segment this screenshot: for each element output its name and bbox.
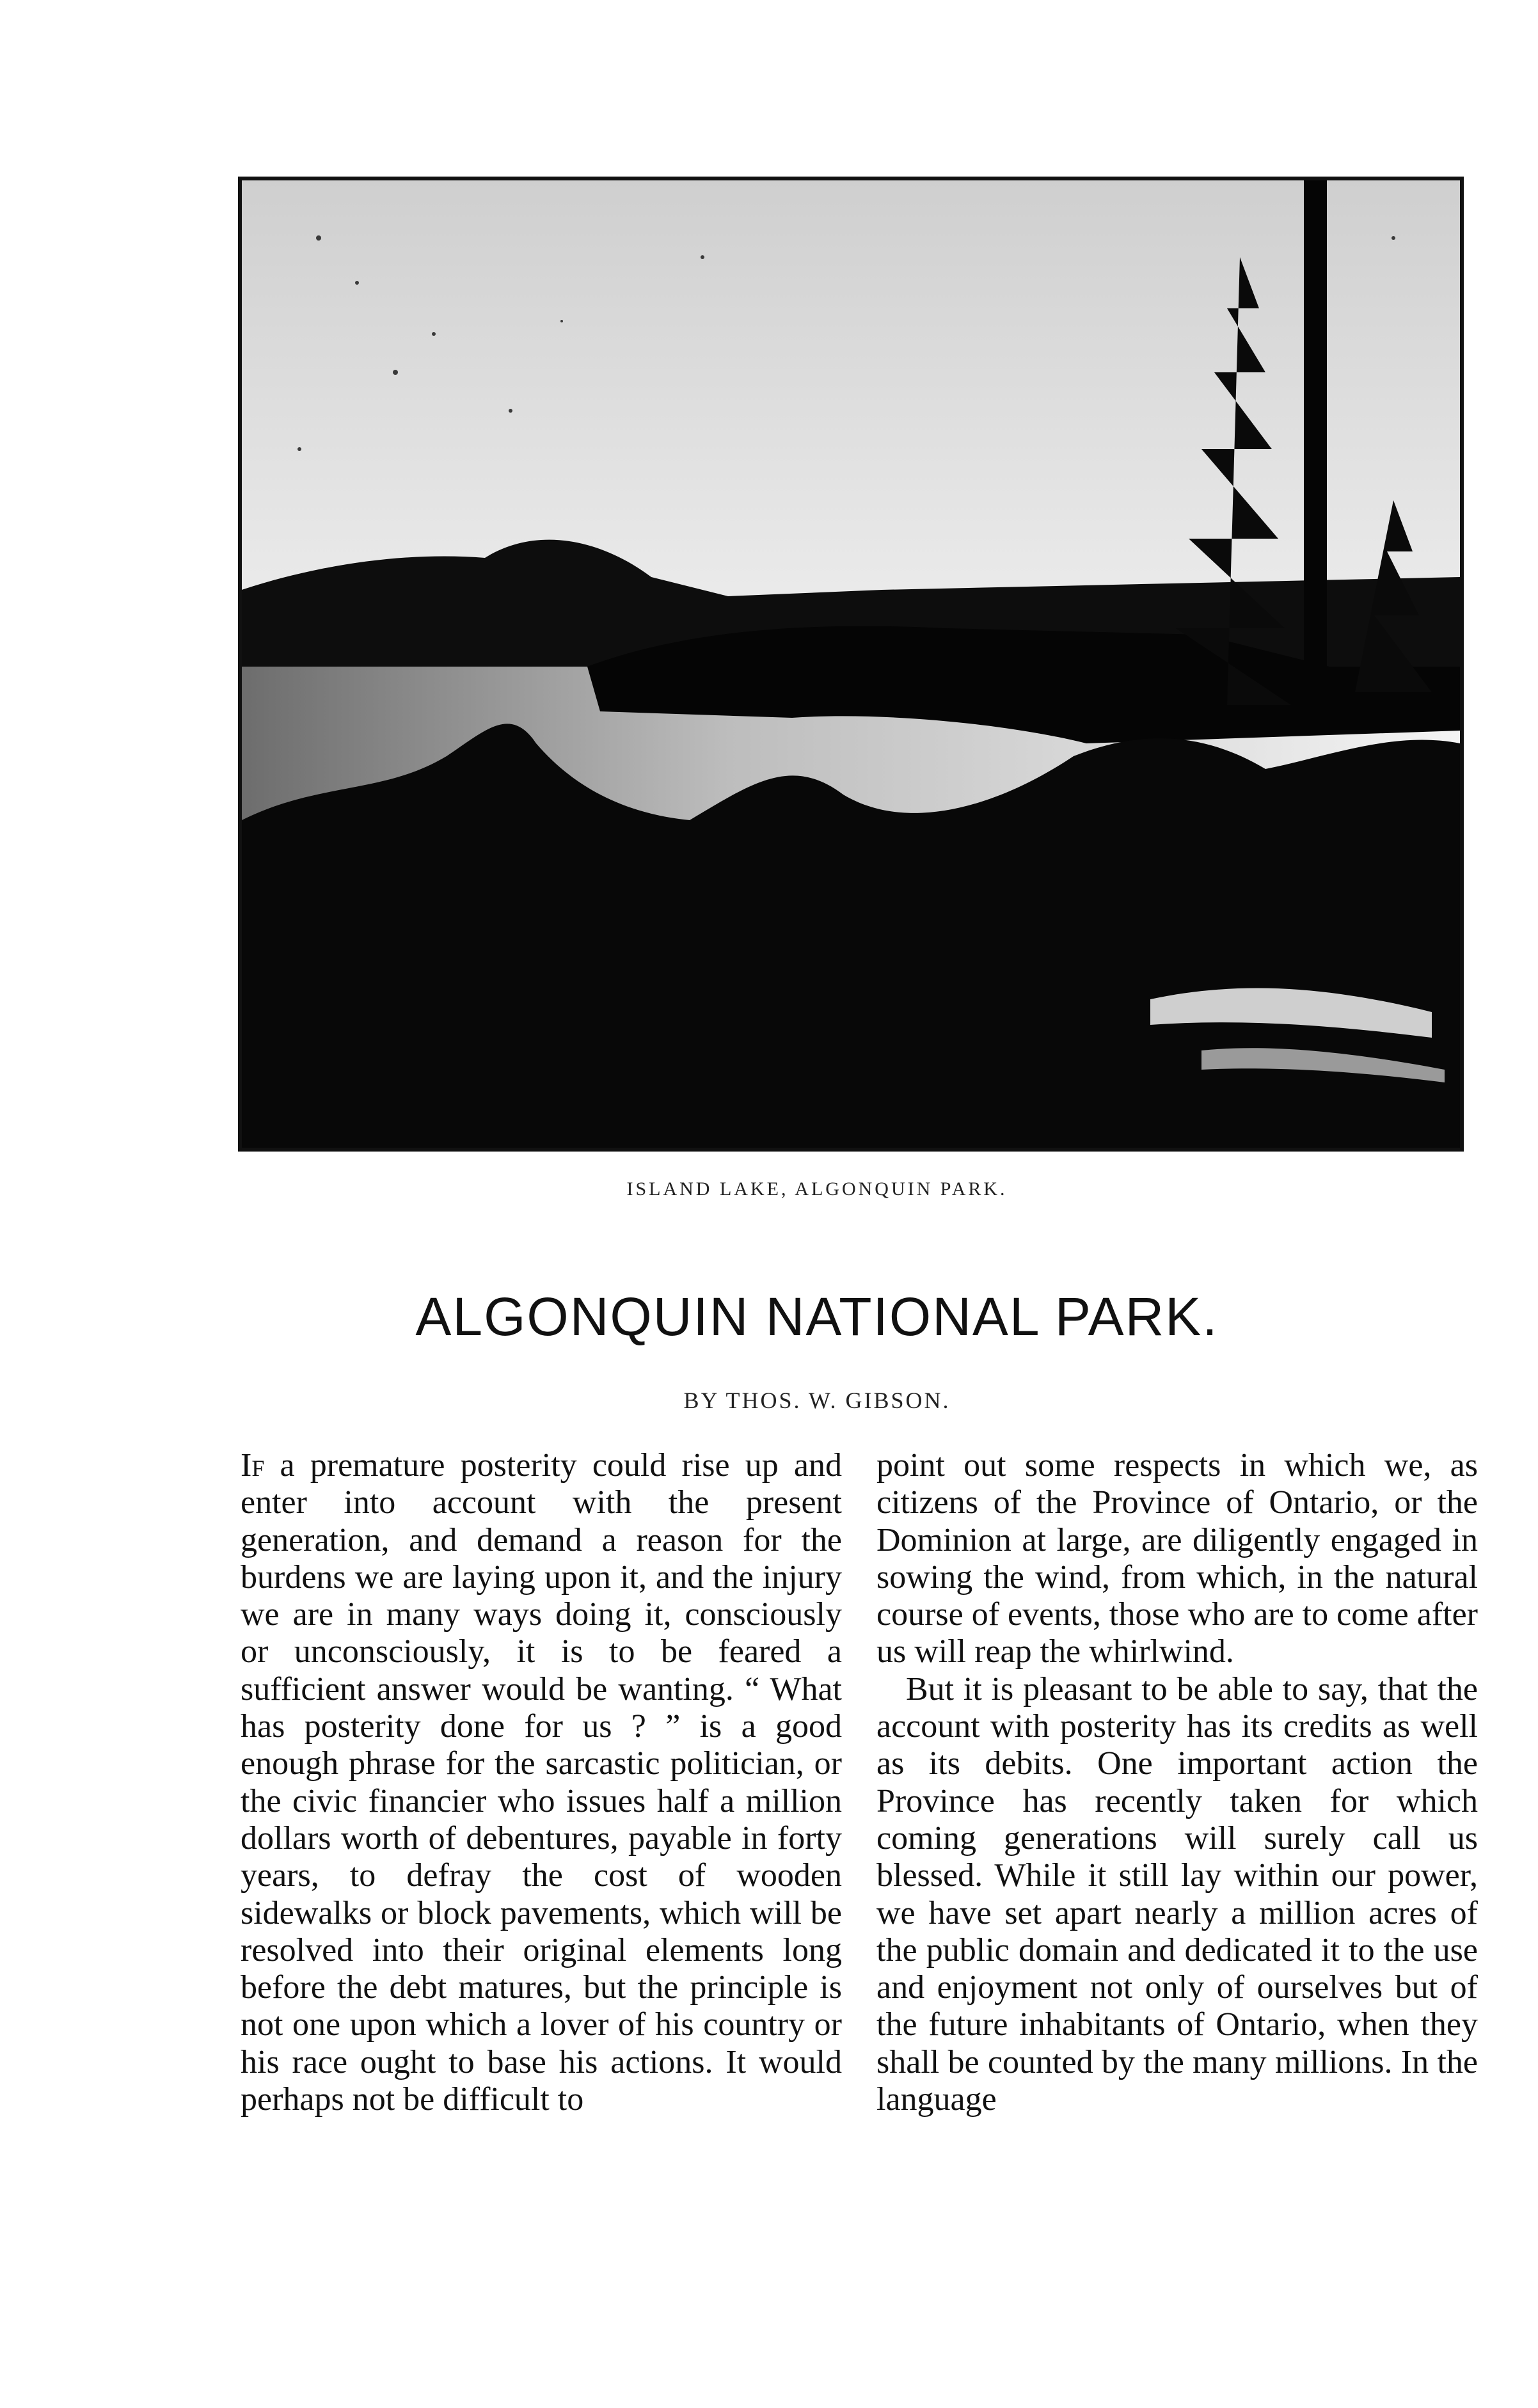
right-column-paragraph-1: point out some respects in which we, as citizens of the Province of Ontario, or the Dominion at large, are diligently engaged in sowing the wind, from which, in the natural course of events, those who are to come after us will reap the whirlwind. — [876, 1447, 1478, 1670]
opening-word: If — [241, 1447, 265, 1484]
article-byline: BY THOS. W. GIBSON. — [683, 1388, 951, 1413]
figure-caption: ISLAND LAKE, ALGONQUIN PARK. — [626, 1178, 1008, 1200]
left-column — [241, 1447, 842, 2118]
left-column-paragraph — [241, 1447, 842, 2118]
right-column-paragraph-2: But it is pleasant to be able to say, that the account with posterity has its credits as well as its debits. One important action the Province has recently taken for which coming generations will surely call us blessed. While it still lay within our power, we have set apart nearly a million acres of the public domain and dedicated it to the use and enjoyment not only of ourselves but of the future inhabitants of Ontario, when they shall be counted by the many millions. In the language — [876, 1670, 1478, 2118]
island-lake-photograph — [238, 177, 1464, 1152]
left-column-text: a premature posterity could rise up and enter into account with the present generation, and demand a reason for the burdens we are laying upon it, and the injury we are in many ways doing it, consciously or unconsciously, it is to be feared a sufficient answer would be wanting. “ What has posterity done for us ? ” is a good enough phrase for the sarcastic politician, or the civic financier who issues half a million dollars worth of debentures, payable in forty years, to defray the cost of wooden sidewalks or block pavements, which will be resolved into their original elements long before the debt matures, but the principle is not one upon which a lover of his country or his race ought to base his actions. It would perhaps not be difficult to — [241, 1447, 842, 2118]
lake-landscape-image — [242, 180, 1460, 1148]
right-column — [876, 1447, 1478, 2118]
article-title: ALGONQUIN NATIONAL PARK. — [415, 1287, 1219, 1347]
